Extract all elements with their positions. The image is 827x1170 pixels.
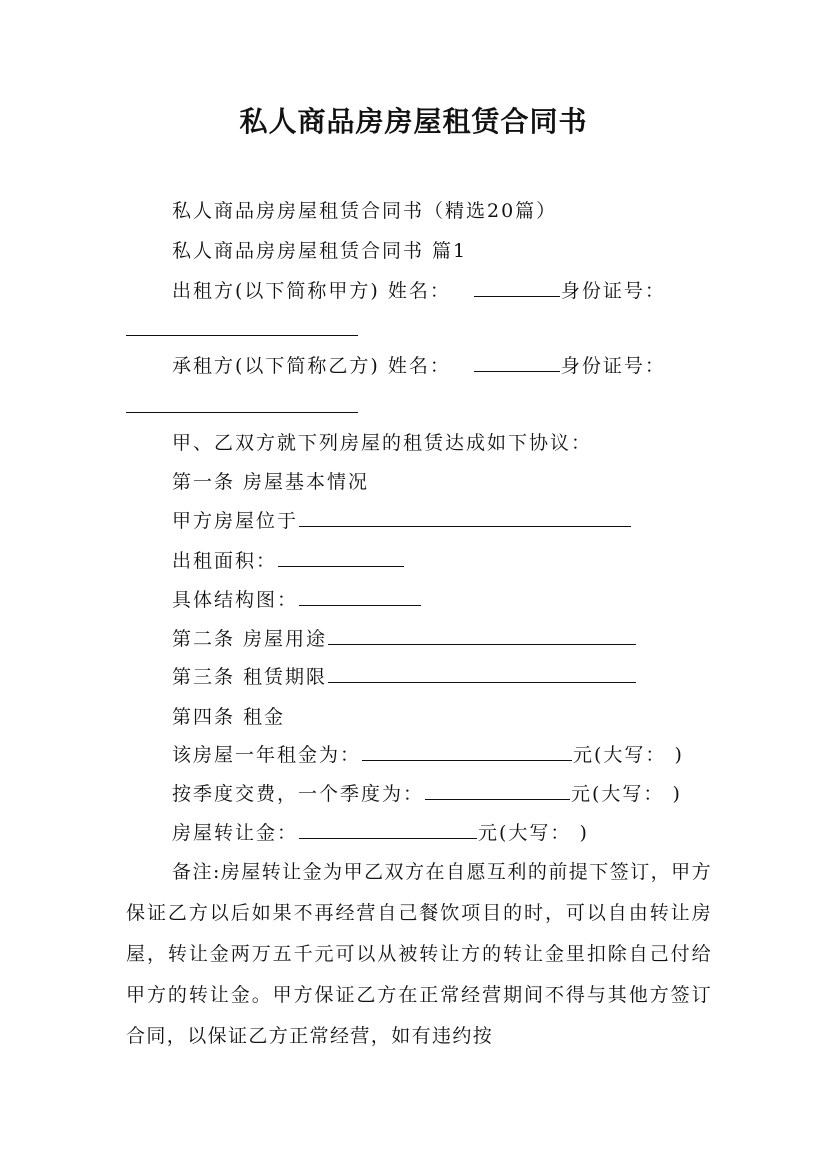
agreement-intro: 甲、乙双方就下列房屋的租赁达成如下协议：	[172, 432, 593, 454]
article4-title: 第四条 租金	[172, 706, 286, 728]
annual-rent-blank	[362, 740, 572, 761]
lessor-id-label: 身份证号：	[560, 280, 666, 302]
lessee-name-blank	[474, 351, 560, 372]
article2-line	[172, 624, 637, 654]
section-heading: 私人商品房房屋租赁合同书 篇1	[172, 240, 468, 262]
term-blank	[328, 662, 636, 683]
document-title: 私人商品房房屋租赁合同书	[239, 105, 588, 138]
article1-title: 第一条 房屋基本情况	[172, 471, 370, 493]
area-label: 出租面积：	[172, 550, 278, 572]
annual-rent-line	[172, 740, 684, 770]
lessor-name-blank	[474, 276, 560, 297]
location-line	[172, 506, 632, 536]
lessor-id-blank	[126, 335, 358, 336]
note-paragraph: 备注:房屋转让金为甲乙双方在自愿互利的前提下签订，甲方保证乙方以后如果不再经营自己餐饮项目的时，可以自由转让房屋，转让金两万五千元可以从被转让方的转让金里扣除自己付给甲方的转让金。甲方保证乙方在正常经营期间不得与其他方签订合同，以保证乙方正常经营，如有违约按	[126, 861, 712, 1047]
lessor-line	[172, 276, 666, 306]
quarterly-suffix: 元(大写： )	[571, 783, 682, 805]
transfer-fee-label: 房屋转让金：	[172, 822, 299, 844]
lessee-label: 承租方(以下简称乙方) 姓名：	[172, 355, 451, 377]
location-label: 甲方房屋位于	[172, 510, 299, 532]
quarterly-label: 按季度交费，一个季度为：	[172, 783, 425, 805]
lessee-id-blank	[126, 412, 358, 413]
lessee-id-label: 身份证号：	[560, 355, 666, 377]
annual-rent-label: 该房屋一年租金为：	[172, 744, 362, 766]
article3-label: 第三条 租赁期限	[172, 666, 328, 688]
location-blank	[299, 506, 631, 527]
transfer-fee-line	[172, 818, 589, 848]
transfer-fee-blank	[299, 818, 477, 839]
structure-label: 具体结构图：	[172, 589, 299, 611]
structure-line	[172, 585, 422, 615]
quarterly-blank	[425, 779, 570, 800]
usage-blank	[328, 624, 636, 645]
article2-label: 第二条 房屋用途	[172, 628, 328, 650]
transfer-fee-suffix: 元(大写： )	[478, 822, 589, 844]
area-line	[172, 546, 405, 576]
annual-rent-suffix: 元(大写： )	[573, 744, 684, 766]
area-blank	[278, 546, 404, 567]
article3-line	[172, 662, 637, 692]
lessor-label: 出租方(以下简称甲方) 姓名：	[172, 280, 451, 302]
document-subtitle: 私人商品房房屋租赁合同书（精选20篇）	[172, 200, 558, 222]
quarterly-line	[172, 779, 682, 809]
structure-blank	[299, 585, 421, 606]
lessee-line	[172, 351, 666, 381]
